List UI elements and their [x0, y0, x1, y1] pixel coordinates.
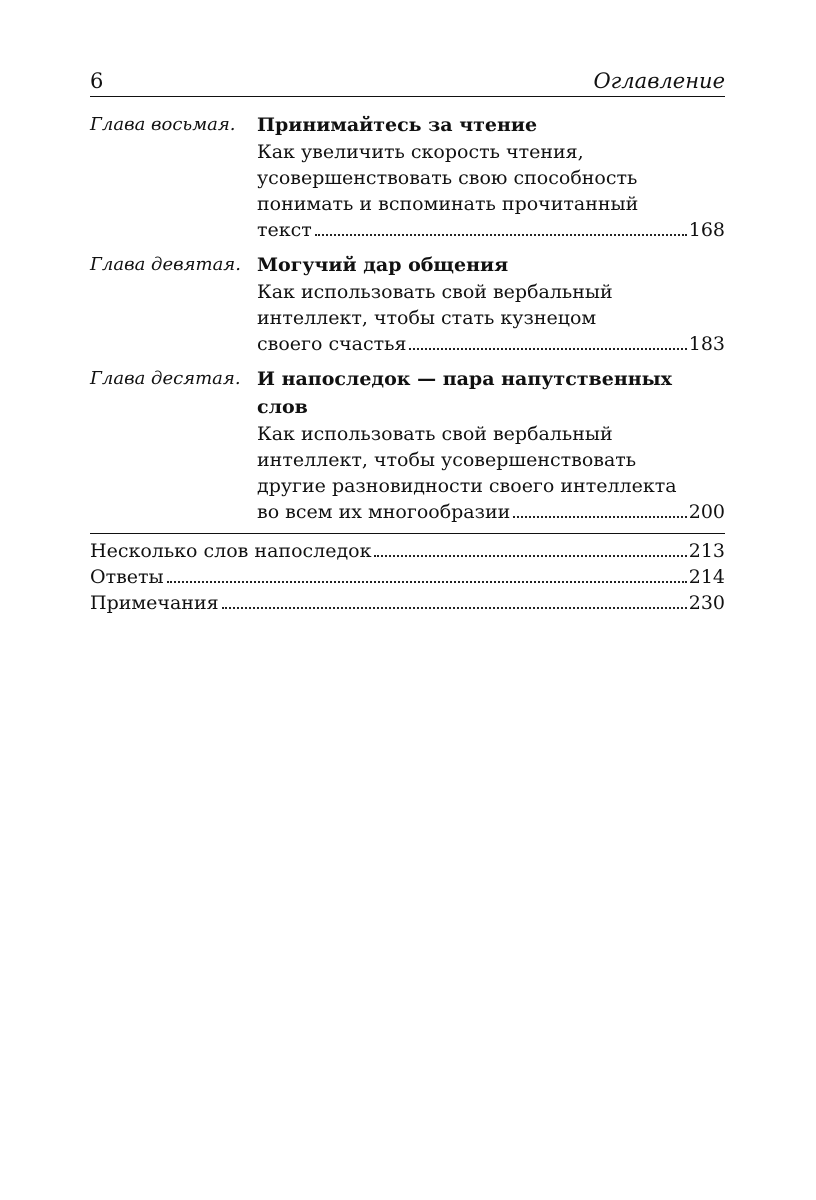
chapter-title: Принимайтесь за чтение — [257, 114, 538, 136]
dot-leader — [513, 516, 686, 518]
chapter-desc-line: интеллект, чтобы усовершенствовать — [257, 449, 637, 471]
chapter-desc-last-line[interactable]: своего счастья 183 — [257, 333, 725, 355]
toc-entry-text: Примечания — [90, 592, 219, 614]
toc-entry-text: Несколько слов напоследок — [90, 540, 372, 562]
toc-entry-afterword[interactable] — [90, 538, 725, 564]
dot-leader — [167, 581, 687, 583]
running-title: Оглавление — [593, 69, 725, 93]
chapter-desc-line: усовершенствовать свою способность — [257, 167, 638, 189]
chapter-desc-last-line[interactable]: текст 168 — [257, 219, 725, 241]
chapter-label: Глава восьмая. — [90, 114, 236, 135]
chapter-title: Могучий дар общения — [257, 254, 509, 276]
dot-leader — [222, 607, 687, 609]
chapter-label: Глава девятая. — [90, 254, 241, 275]
chapter-desc-line: Как использовать свой вербальный — [257, 281, 613, 303]
chapter-page-number: 183 — [688, 333, 725, 355]
toc-page — [90, 66, 725, 616]
section-divider — [90, 533, 725, 534]
running-header — [90, 66, 725, 96]
toc-entry-page: 214 — [688, 566, 725, 588]
dot-leader — [409, 348, 686, 350]
chapter-label: Глава десятая. — [90, 368, 241, 389]
toc-entry-page: 213 — [688, 540, 725, 562]
toc-entry-text: Ответы — [90, 566, 164, 588]
dot-leader — [374, 555, 686, 557]
page-number: 6 — [90, 69, 104, 93]
chapter-title: И напоследок — пара напутственных слов — [257, 368, 673, 418]
chapter-desc-line: другие разновидности своего интеллекта — [257, 475, 677, 497]
chapter-desc-line: интеллект, чтобы стать кузнецом — [257, 307, 597, 329]
chapter-desc-line: Как увеличить скорость чтения, — [257, 141, 584, 163]
toc-entry-answers[interactable] — [90, 564, 725, 590]
chapter-entry-9 — [90, 251, 725, 357]
chapter-page-number: 200 — [688, 501, 725, 523]
toc-entry-page: 230 — [688, 592, 725, 614]
chapter-entry-8 — [90, 111, 725, 243]
dot-leader — [315, 234, 687, 236]
header-rule — [90, 96, 725, 97]
chapter-entry-10 — [90, 365, 725, 525]
chapter-desc-last-line[interactable]: во всем их многообразии 200 — [257, 501, 725, 523]
chapter-desc-line: понимать и вспоминать прочитанный — [257, 193, 639, 215]
chapter-desc-line: Как использовать свой вербальный — [257, 423, 613, 445]
chapter-page-number: 168 — [688, 219, 725, 241]
toc-entry-notes[interactable] — [90, 590, 725, 616]
